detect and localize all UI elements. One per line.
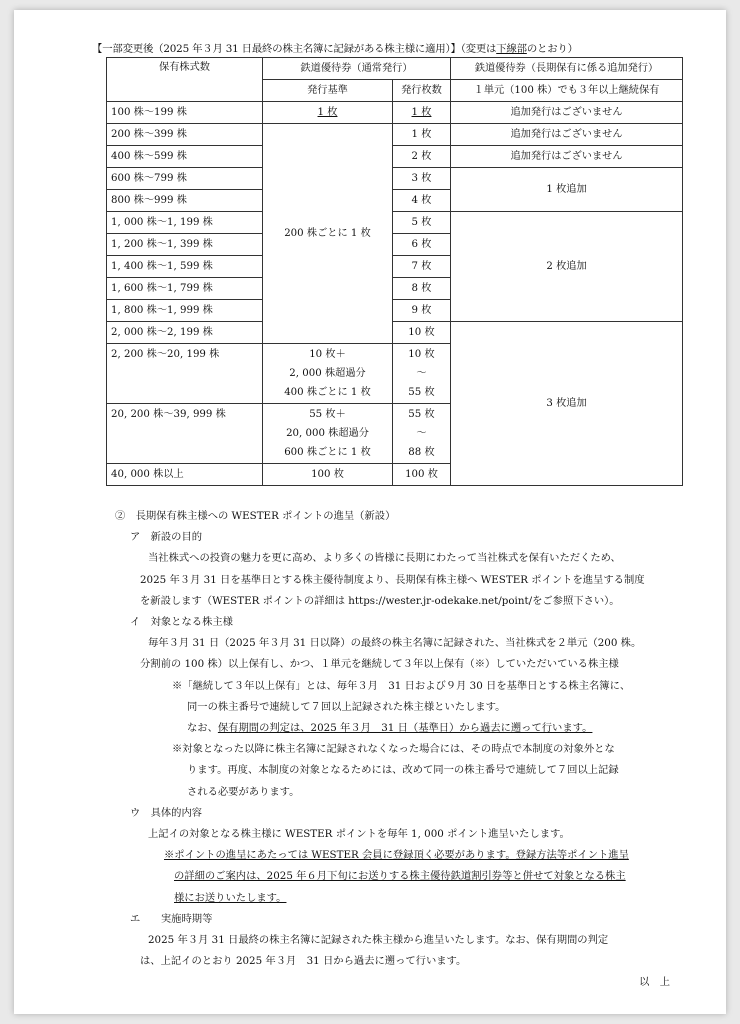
subsection-e-title: エ 実施時期等	[130, 912, 213, 925]
holdings-cell: 40, 000 株以上	[107, 464, 263, 486]
header-railway-ticket: 鉄道優待券（通常発行）	[263, 58, 451, 80]
holdings-cell: 1, 800 株～1, 999 株	[107, 300, 263, 322]
table-row	[107, 146, 683, 168]
paragraph-line: を新設します（WESTER ポイントの詳細は https://wester.jr-odekake.net/point/をご参照下さい）。	[140, 594, 620, 607]
basis-cell: 100 枚	[263, 464, 393, 486]
count-cell: 6 枚	[393, 234, 451, 256]
count-cell: 10 枚	[393, 322, 451, 344]
closing-mark: 以 上	[639, 976, 670, 989]
paragraph-line: は、上記イのとおり 2025 年３月 31 日から過去に遡って行います。	[140, 955, 467, 968]
underlined-text: 保有期間の判定は、2025 年３月 31 日（基準日）から過去に遡って行います。	[217, 722, 593, 735]
paragraph-line: 毎年３月 31 日（2025 年３月 31 日以降）の最終の株主名簿に記録された、当社株式を２単元（200 株。	[148, 637, 642, 650]
holdings-cell: 1, 400 株～1, 599 株	[107, 256, 263, 278]
count-cell: 9 枚	[393, 300, 451, 322]
additional-cell: 追加発行はございません	[451, 124, 683, 146]
holdings-cell: 1, 000 株～1, 199 株	[107, 212, 263, 234]
additional-cell: 2 枚追加	[451, 212, 683, 322]
underlined-note-line: 様にお送りいたします。	[174, 891, 287, 904]
basis-cell: 1 枚	[263, 102, 393, 124]
table-row	[107, 102, 683, 124]
holdings-cell: 800 株～999 株	[107, 190, 263, 212]
note-line: ※対象となった以降に株主名簿に記録されなくなった場合には、その時点で本制度の対象外とな	[172, 743, 615, 756]
table-row	[107, 212, 683, 234]
count-cell: 10 枚 ～ 55 枚	[393, 344, 451, 404]
count-cell: 3 枚	[393, 168, 451, 190]
table-row	[107, 124, 683, 146]
holdings-cell: 1, 600 株～1, 799 株	[107, 278, 263, 300]
count-cell: 4 枚	[393, 190, 451, 212]
section-title: ② 長期保有株主様への WESTER ポイントの進呈（新設）	[115, 510, 396, 522]
holdings-cell: 100 株～199 株	[107, 102, 263, 124]
additional-cell: 3 枚追加	[451, 322, 683, 486]
note-line: ります。再度、本制度の対象となるためには、改めて同一の株主番号で連続して７回以上記録	[187, 764, 619, 777]
holdings-cell: 2, 200 株～20, 199 株	[107, 344, 263, 404]
additional-cell: 追加発行はございません	[451, 146, 683, 168]
subsection-u-title: ウ 具体的内容	[130, 806, 203, 819]
wester-point-section	[92, 506, 682, 994]
paragraph-line: 当社株式への投資の魅力を更に高め、より多くの皆様に長期にわたって当社株式を保有いただくため、	[148, 552, 621, 565]
table-row	[107, 168, 683, 190]
header-count: 発行枚数	[393, 80, 451, 102]
basis-cell: 55 枚＋ 20, 000 株超過分 600 株ごとに 1 枚	[263, 404, 393, 464]
basis-cell: 200 株ごとに 1 枚	[263, 124, 393, 344]
header-basis: 発行基準	[263, 80, 393, 102]
note-line: 同一の株主番号で連続して７回以上記録された株主様といたします。	[187, 700, 506, 713]
table-heading-note: 【一部変更後（2025 年３月 31 日最終の株主名簿に記録がある株主様に適用）】（変更は下線部のとおり）	[92, 43, 578, 55]
underlined-note-line: ※ポイントの進呈にあたっては WESTER 会員に登録頂く必要があります。登録方法等ポイント進呈	[164, 849, 629, 862]
note-line: ※「継続して３年以上保有」とは、毎年３月 31 日および９月 30 日を基準日とする株主名簿に、	[172, 679, 631, 692]
benefit-table	[106, 57, 683, 486]
count-cell: 100 枚	[393, 464, 451, 486]
header-holdings: 保有株式数	[107, 58, 263, 102]
count-cell: 5 枚	[393, 212, 451, 234]
header-additional-issue: 鉄道優待券（長期保有に係る追加発行）	[451, 58, 683, 80]
holdings-cell: 200 株～399 株	[107, 124, 263, 146]
subsection-a-title: ア 新設の目的	[130, 531, 203, 544]
underline-marker-text: 下線部	[496, 43, 527, 55]
paragraph-line: 分割前の 100 株）以上保有し、かつ、１単元を継続して３年以上保有（※）していただいている株主様	[140, 658, 619, 671]
holdings-cell: 1, 200 株～1, 399 株	[107, 234, 263, 256]
count-cell: 8 枚	[393, 278, 451, 300]
paragraph-line: 2025 年３月 31 日を基準日とする株主優待制度より、長期保有株主様へ WESTER ポイントを進呈する制度	[140, 573, 645, 586]
count-cell: 1 枚	[393, 102, 451, 124]
holdings-cell: 400 株～599 株	[107, 146, 263, 168]
additional-cell: 追加発行はございません	[451, 102, 683, 124]
count-cell: 55 枚 ～ 88 枚	[393, 404, 451, 464]
document-body	[92, 42, 682, 994]
holdings-cell: 600 株～799 株	[107, 168, 263, 190]
count-cell: 7 枚	[393, 256, 451, 278]
paragraph-line: 上記イの対象となる株主様に WESTER ポイントを毎年 1, 000 ポイント進呈いたします。	[148, 828, 570, 841]
note-line: なお、保有期間の判定は、2025 年３月 31 日（基準日）から過去に遡って行います。	[187, 722, 593, 735]
holdings-cell: 2, 000 株～2, 199 株	[107, 322, 263, 344]
note-line: される必要があります。	[187, 785, 300, 798]
holdings-cell: 20, 200 株～39, 999 株	[107, 404, 263, 464]
subsection-i-title: イ 対象となる株主様	[130, 616, 233, 629]
count-cell: 2 枚	[393, 146, 451, 168]
paragraph-line: 2025 年３月 31 日最終の株主名簿に記録された株主様から進呈いたします。なお、保有期間の判定	[148, 934, 609, 947]
table-row	[107, 322, 683, 344]
count-cell: 1 枚	[393, 124, 451, 146]
underlined-note-line: の詳細のご案内は、2025 年６月下旬にお送りする株主優待鉄道割引券等と併せて対象となる株主	[174, 870, 626, 883]
document-page	[14, 10, 726, 1014]
additional-cell: 1 枚追加	[451, 168, 683, 212]
header-additional-sub: １単元（100 株）でも３年以上継続保有	[451, 80, 683, 102]
basis-cell: 10 枚＋ 2, 000 株超過分 400 株ごとに 1 枚	[263, 344, 393, 404]
